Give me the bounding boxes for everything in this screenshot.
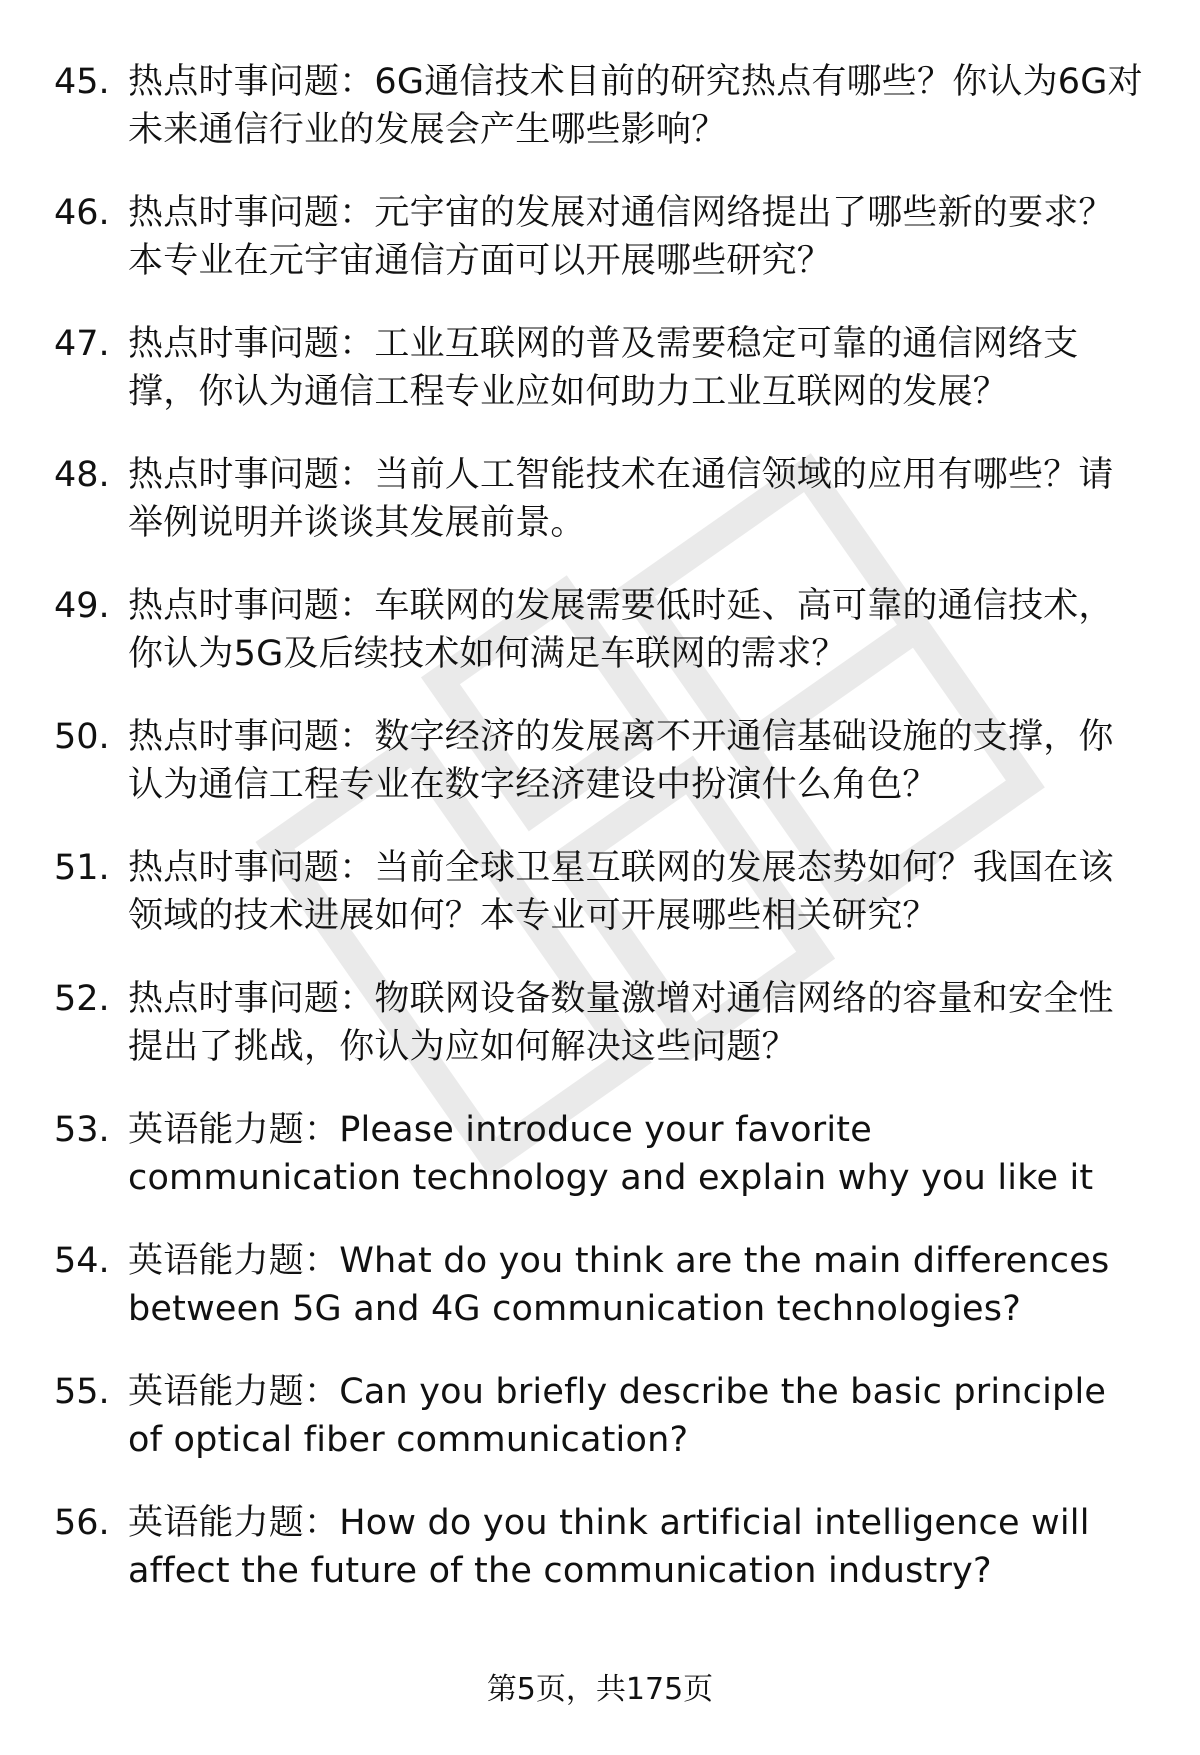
question-text: 英语能力题：Can you briefly describe the basic principle of optical fiber communication? (128, 1372, 1107, 1460)
question-item (54, 1499, 1144, 1630)
question-number: 54. (54, 1241, 110, 1281)
question-text: 热点时事问题：当前人工智能技术在通信领域的应用有哪些？请举例说明并谈谈其发展前景。 (128, 455, 1114, 543)
question-number: 52. (54, 979, 110, 1019)
question-text: 英语能力题：Please introduce your favorite communication technology and explain why you like it (128, 1110, 1094, 1198)
page-footer: 第5页，共175页 (486, 1672, 714, 1707)
question-text: 热点时事问题：物联网设备数量激增对通信网络的容量和安全性提出了挑战，你认为应如何解决这些问题？ (128, 979, 1114, 1067)
question-number: 56. (54, 1503, 110, 1543)
question-item (54, 713, 1144, 844)
question-number: 48. (54, 455, 110, 495)
question-text: 热点时事问题：当前全球卫星互联网的发展态势如何？我国在该领域的技术进展如何？本专业可开展哪些相关研究？ (128, 848, 1114, 936)
question-item (54, 189, 1144, 320)
question-number: 45. (54, 62, 110, 102)
question-number: 50. (54, 717, 110, 757)
question-item (54, 582, 1144, 713)
question-number: 47. (54, 324, 110, 364)
question-item (54, 58, 1144, 189)
question-item (54, 1237, 1144, 1368)
question-number: 55. (54, 1372, 110, 1412)
question-item (54, 451, 1144, 582)
question-number: 51. (54, 848, 110, 888)
question-text: 热点时事问题：数字经济的发展离不开通信基础设施的支撑，你认为通信工程专业在数字经济建设中扮演什么角色？ (128, 717, 1114, 805)
question-item (54, 975, 1144, 1106)
question-text: 热点时事问题：6G通信技术目前的研究热点有哪些？你认为6G对未来通信行业的发展会产生哪些影响？ (128, 62, 1143, 150)
question-number: 53. (54, 1110, 110, 1150)
question-number: 46. (54, 193, 110, 233)
question-text: 热点时事问题：元宇宙的发展对通信网络提出了哪些新的要求？本专业在元宇宙通信方面可以开展哪些研究？ (128, 193, 1114, 281)
question-item (54, 1106, 1144, 1237)
question-item (54, 320, 1144, 451)
question-item (54, 844, 1144, 975)
question-text: 英语能力题：How do you think artificial intelligence will affect the future of the communication industry? (128, 1503, 1090, 1591)
question-text: 热点时事问题：车联网的发展需要低时延、高可靠的通信技术，你认为5G及后续技术如何满足车联网的需求？ (128, 586, 1114, 674)
question-text: 英语能力题：What do you think are the main differences between 5G and 4G communication technologies? (128, 1241, 1110, 1329)
question-item (54, 1368, 1144, 1499)
question-text: 热点时事问题：工业互联网的普及需要稳定可靠的通信网络支撑，你认为通信工程专业应如何助力工业互联网的发展？ (128, 324, 1079, 412)
question-list (54, 58, 1144, 1630)
question-number: 49. (54, 586, 110, 626)
